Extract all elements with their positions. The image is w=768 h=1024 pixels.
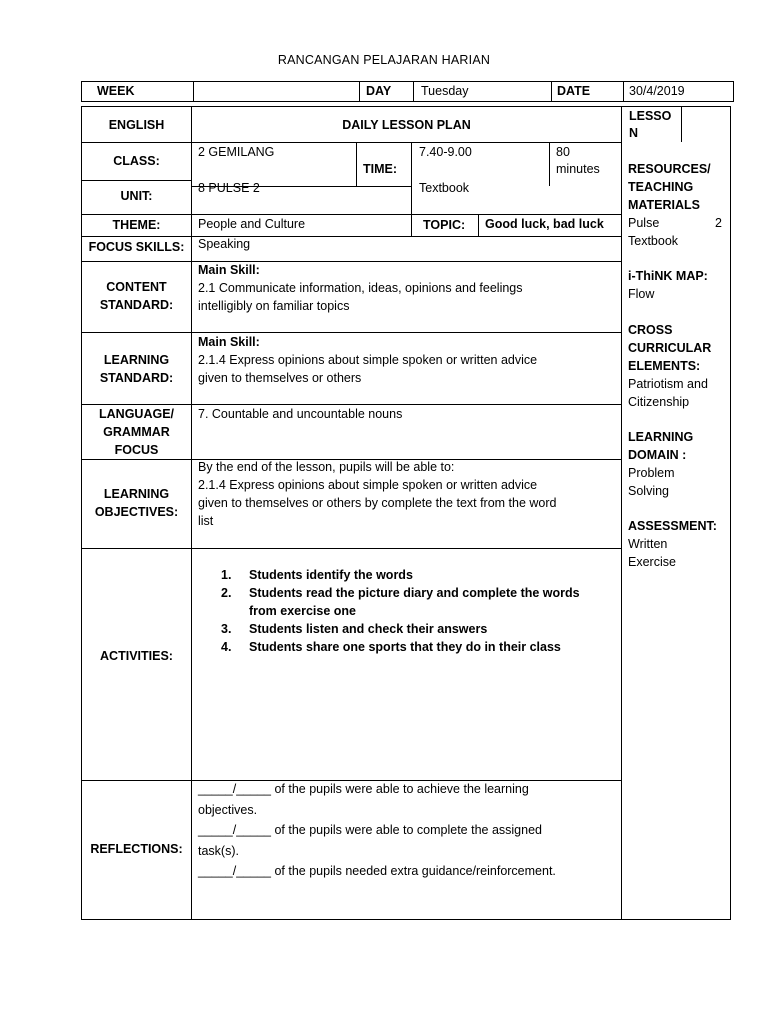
learning-standard-line1: 2.1.4 Express opinions about simple spoken or written advice bbox=[198, 353, 538, 367]
resources-value-1: Pulse bbox=[628, 216, 660, 230]
focus-skills-value: Speaking bbox=[198, 237, 251, 251]
activity-text: Students listen and check their answers bbox=[249, 622, 488, 636]
duration-line2: minutes bbox=[556, 162, 600, 176]
grammar-label-1: LANGUAGE/ bbox=[99, 407, 174, 421]
unit-resource: Textbook bbox=[419, 181, 470, 195]
assessment-value-2: Exercise bbox=[628, 555, 676, 569]
learning-standard-main-skill: Main Skill: bbox=[198, 335, 260, 349]
reflections-label: REFLECTIONS: bbox=[90, 842, 183, 856]
reflection-line: task(s). bbox=[198, 844, 239, 858]
cross-heading-3: ELEMENTS: bbox=[628, 359, 701, 373]
theme-label: THEME: bbox=[112, 218, 161, 232]
activity-text: Students share one sports that they do in their class bbox=[249, 640, 561, 654]
learning-standard-line2: given to themselves or others bbox=[198, 371, 362, 385]
resources-heading-1: RESOURCES/ bbox=[628, 162, 711, 176]
activity-number: 4. bbox=[221, 640, 232, 654]
week-label: WEEK bbox=[97, 84, 135, 98]
day-label: DAY bbox=[366, 84, 392, 98]
cross-value-2: Citizenship bbox=[628, 395, 690, 409]
topic-label: TOPIC: bbox=[423, 218, 466, 232]
activity-item bbox=[221, 638, 621, 656]
date-label: DATE bbox=[557, 84, 591, 98]
assessment-value-1: Written bbox=[628, 537, 668, 551]
activity-item bbox=[221, 566, 621, 584]
header-strip bbox=[81, 81, 734, 102]
time-value: 7.40-9.00 bbox=[419, 145, 472, 159]
lesson-label-line1: LESSO bbox=[629, 109, 672, 123]
content-line1: 2.1 Communicate information, ideas, opinions and feelings bbox=[198, 281, 523, 295]
activity-number: 3. bbox=[221, 622, 232, 636]
activity-item bbox=[221, 584, 621, 620]
resources-value-num: 2 bbox=[715, 216, 722, 230]
activity-text: from exercise one bbox=[249, 604, 356, 618]
objectives-label-1: LEARNING bbox=[103, 487, 170, 501]
activity-item bbox=[221, 620, 621, 638]
reflection-line: _____/_____ of the pupils were able to complete the assigned bbox=[198, 823, 542, 837]
learning-standard-label-1: LEARNING bbox=[103, 353, 170, 367]
class-value: 2 GEMILANG bbox=[198, 145, 275, 159]
grammar-label-2: GRAMMAR bbox=[103, 425, 170, 439]
objectives-line2: 2.1.4 Express opinions about simple spoken or written advice bbox=[198, 478, 538, 492]
reflection-line: objectives. bbox=[198, 803, 258, 817]
cross-value-1: Patriotism and bbox=[628, 377, 708, 391]
reflection-line: _____/_____ of the pupils needed extra guidance/reinforcement. bbox=[198, 864, 556, 878]
unit-label: UNIT: bbox=[120, 189, 153, 203]
domain-value-1: Problem bbox=[628, 466, 675, 480]
content-standard-label-2: STANDARD: bbox=[99, 298, 174, 312]
resources-value-2: Textbook bbox=[628, 234, 679, 248]
grammar-label-3: FOCUS bbox=[114, 443, 159, 457]
content-standard-label-1: CONTENT bbox=[106, 280, 167, 294]
day-value: Tuesday bbox=[421, 84, 469, 98]
objectives-line4: list bbox=[198, 514, 214, 528]
activity-number: 1. bbox=[221, 568, 232, 582]
resources-heading-2: TEACHING bbox=[628, 180, 694, 194]
lesson-plan-table bbox=[81, 106, 731, 920]
activities-label: ACTIVITIES: bbox=[100, 649, 173, 663]
reflection-line: _____/_____ of the pupils were able to achieve the learning bbox=[198, 782, 529, 796]
domain-value-2: Solving bbox=[628, 484, 669, 498]
objectives-line3: given to themselves or others by complete the text from the word bbox=[198, 496, 557, 510]
focus-skills-label: FOCUS SKILLS: bbox=[88, 240, 185, 254]
subject-label: ENGLISH bbox=[108, 118, 165, 132]
lesson-label-line2: N bbox=[629, 126, 639, 140]
content-main-skill: Main Skill: bbox=[198, 263, 260, 277]
activity-text: Students read the picture diary and complete the words bbox=[249, 586, 580, 600]
cross-heading-1: CROSS bbox=[628, 323, 673, 337]
cross-heading-2: CURRICULAR bbox=[628, 341, 712, 355]
theme-value: People and Culture bbox=[198, 217, 306, 231]
activities-list bbox=[221, 566, 621, 656]
resources-heading-3: MATERIALS bbox=[628, 198, 700, 212]
activity-text: Students identify the words bbox=[249, 568, 413, 582]
lesson-plan-heading: DAILY LESSON PLAN bbox=[342, 118, 471, 132]
assessment-heading: ASSESSMENT: bbox=[628, 519, 717, 533]
domain-heading-1: LEARNING bbox=[628, 430, 694, 444]
activity-number: 2. bbox=[221, 586, 232, 600]
sidebar-column-divider bbox=[621, 107, 622, 919]
domain-heading-2: DOMAIN : bbox=[628, 448, 687, 462]
learning-standard-label-2: STANDARD: bbox=[99, 371, 174, 385]
objectives-label-2: OBJECTIVES: bbox=[94, 505, 179, 519]
unit-value: 8 PULSE 2 bbox=[198, 181, 260, 195]
class-label: CLASS: bbox=[113, 154, 160, 168]
label-column-divider bbox=[191, 107, 192, 919]
objectives-line1: By the end of the lesson, pupils will be able to: bbox=[198, 460, 455, 474]
time-label: TIME: bbox=[363, 162, 398, 176]
duration-line1: 80 bbox=[556, 145, 570, 159]
date-value: 30/4/2019 bbox=[629, 84, 685, 98]
grammar-value: 7. Countable and uncountable nouns bbox=[198, 407, 403, 421]
ithink-value: Flow bbox=[628, 287, 655, 301]
page-title: RANCANGAN PELAJARAN HARIAN bbox=[277, 53, 491, 67]
ithink-heading: i-ThiNK MAP: bbox=[628, 269, 708, 283]
topic-value: Good luck, bad luck bbox=[485, 217, 604, 231]
content-line2: intelligibly on familiar topics bbox=[198, 299, 350, 313]
